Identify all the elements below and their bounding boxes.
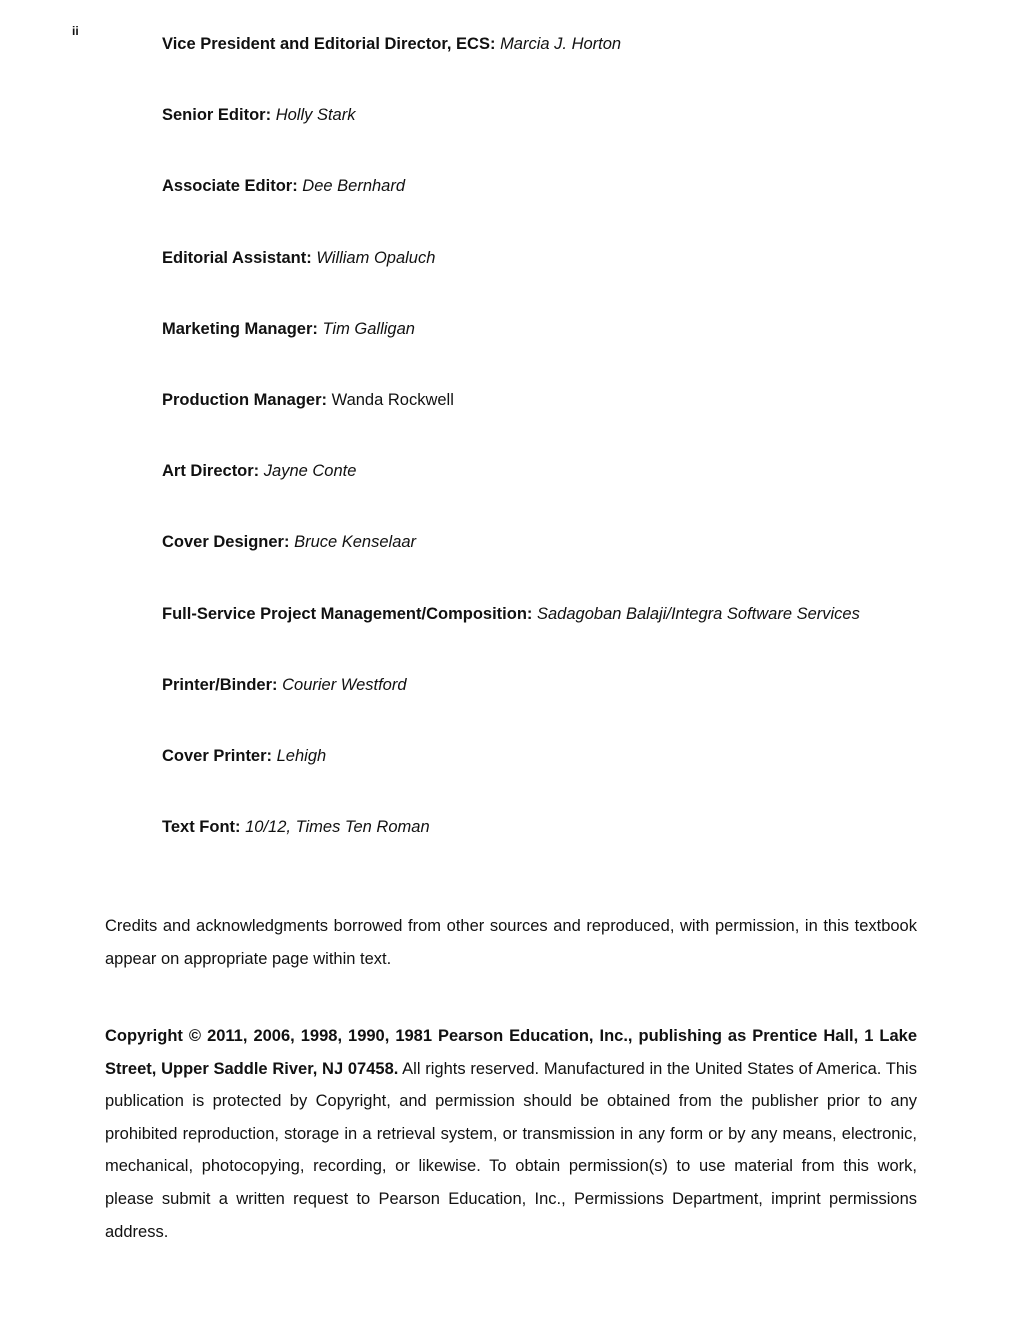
- credit-label: Cover Printer:: [162, 746, 273, 765]
- credit-line: [162, 746, 962, 817]
- credit-line: [162, 461, 962, 532]
- credit-value: William Opaluch: [316, 248, 436, 267]
- credit-line: [162, 34, 962, 105]
- credit-label: Printer/Binder:: [162, 675, 278, 694]
- credit-value: Lehigh: [276, 746, 327, 765]
- credit-line: [162, 817, 962, 888]
- credit-line: [162, 105, 962, 176]
- credit-value: Tim Galligan: [322, 319, 415, 338]
- copyright-paragraph: [105, 1020, 917, 1248]
- credit-label: Marketing Manager:: [162, 319, 318, 338]
- credit-line: [162, 604, 962, 675]
- acknowledgments-paragraph: Credits and acknowledgments borrowed from other sources and reproduced, with permission, in this textbook appear on appropriate page within text.: [105, 917, 917, 968]
- credit-line: [162, 675, 962, 746]
- credit-label: Cover Designer:: [162, 533, 290, 552]
- credit-value: Marcia J. Horton: [500, 35, 622, 53]
- credit-line: [162, 532, 962, 603]
- page-number: ii: [72, 24, 79, 38]
- credit-value: Courier Westford: [282, 675, 407, 694]
- credit-value: Holly Stark: [275, 106, 356, 125]
- credit-label: Senior Editor:: [162, 106, 272, 125]
- credit-label: Full-Service Project Management/Composition:: [162, 604, 533, 623]
- credit-value: Dee Bernhard: [302, 177, 406, 196]
- credits-list: [162, 34, 962, 888]
- credit-line: [162, 176, 962, 247]
- credit-value: Bruce Kenselaar: [294, 533, 417, 552]
- credit-label: Vice President and Editorial Director, ECS:: [162, 35, 496, 53]
- copyright-rights-text: All rights reserved. Manufactured in the United States of America. This publication is protected by Copyright, and permission should be obtained from the publisher prior to any prohibited reproduction, storage in a retrieval system, or transmission in any form or by any means, electronic, mechanical, photocopying, recording, or likewise. To obtain permission(s) to use material from this work, please submit a written request to Pearson Education, Inc., Permissions Department, imprint permissions address.: [105, 1059, 917, 1241]
- copyright-statement: Copyright © 2011, 2006, 1998, 1990, 1981 Pearson Education, Inc., publishing as Prentice Hall, 1 Lake Street, Upper Saddle River, NJ 07458.: [105, 1027, 917, 1078]
- credit-label: Associate Editor:: [162, 177, 298, 196]
- credit-line: [162, 248, 962, 319]
- credit-label: Editorial Assistant:: [162, 248, 312, 267]
- credit-line: [162, 390, 962, 461]
- credit-label: Art Director:: [162, 462, 260, 481]
- credit-line: [162, 319, 962, 390]
- credit-value: Wanda Rockwell: [331, 390, 454, 409]
- credit-value: Sadagoban Balaji/Integra Software Services: [537, 604, 860, 623]
- credit-label: Text Font:: [162, 818, 241, 837]
- credit-label: Production Manager:: [162, 390, 328, 409]
- credit-value: Jayne Conte: [263, 462, 357, 481]
- credit-value: 10/12, Times Ten Roman: [245, 818, 430, 837]
